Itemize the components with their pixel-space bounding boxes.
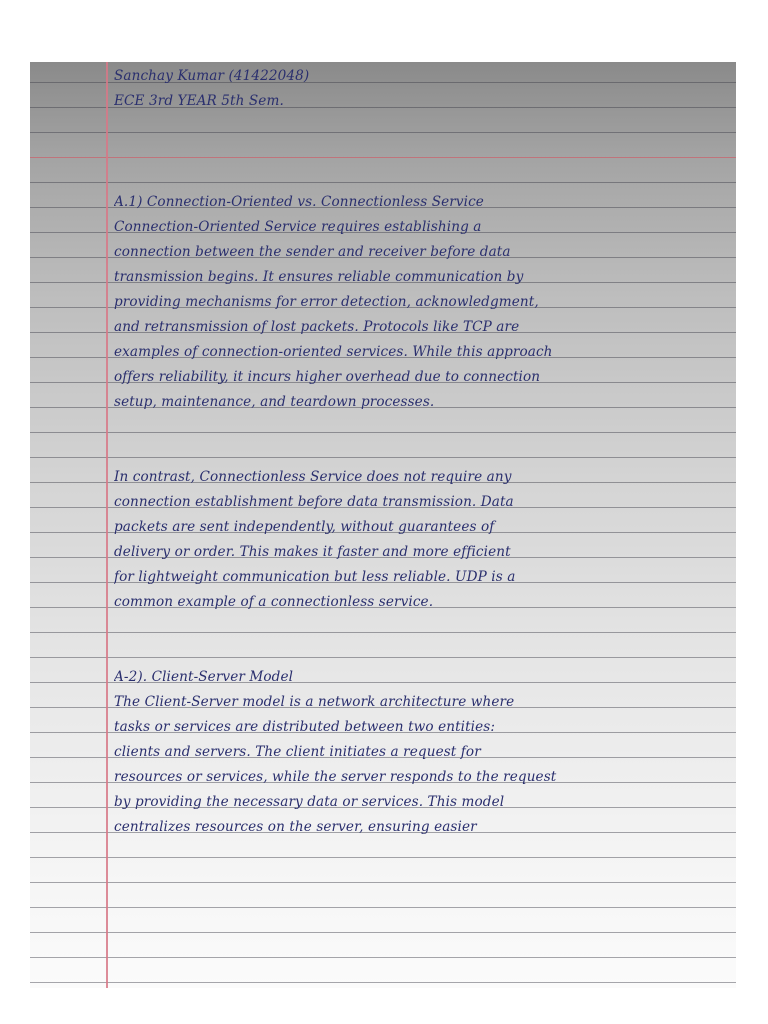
section1-para2-line: for lightweight communication but less reliable. UDP is a bbox=[114, 569, 516, 585]
rule-line bbox=[30, 457, 736, 458]
section1-para1-line: and retransmission of lost packets. Protocols like TCP are bbox=[114, 319, 520, 335]
header-rule-line bbox=[30, 157, 736, 158]
section1-heading: A.1) Connection-Oriented vs. Connectionless Service bbox=[114, 194, 484, 210]
section1-para2-line: In contrast, Connectionless Service does not require any bbox=[114, 469, 512, 485]
section1-para1-line: examples of connection-oriented services. While this approach bbox=[114, 344, 553, 360]
rule-line bbox=[30, 982, 736, 983]
section1-para1-line: providing mechanisms for error detection, acknowledgment, bbox=[114, 294, 539, 310]
section1-para1-line: Connection-Oriented Service requires establishing a bbox=[114, 219, 482, 235]
section2-para1-line: resources or services, while the server responds to the request bbox=[114, 769, 557, 785]
section1-para2-line: packets are sent independently, without guarantees of bbox=[114, 519, 495, 535]
rule-line bbox=[30, 182, 736, 183]
rule-line bbox=[30, 432, 736, 433]
rule-line bbox=[30, 657, 736, 658]
class-info: ECE 3rd YEAR 5th Sem. bbox=[114, 93, 284, 109]
student-name: Sanchay Kumar (41422048) bbox=[114, 68, 310, 84]
margin-line bbox=[106, 62, 108, 988]
rule-line bbox=[30, 882, 736, 883]
section2-para1-line: centralizes resources on the server, ensuring easier bbox=[114, 819, 477, 835]
section1-para2-line: common example of a connectionless service. bbox=[114, 594, 434, 610]
section1-para1-line: setup, maintenance, and teardown processes. bbox=[114, 394, 435, 410]
rule-line bbox=[30, 907, 736, 908]
rule-line bbox=[30, 957, 736, 958]
section2-para1-line: tasks or services are distributed between two entities: bbox=[114, 719, 496, 735]
rule-line bbox=[30, 132, 736, 133]
section1-para2-line: connection establishment before data transmission. Data bbox=[114, 494, 514, 510]
rule-line bbox=[30, 632, 736, 633]
section2-para1-line: clients and servers. The client initiates a request for bbox=[114, 744, 481, 760]
rule-line bbox=[30, 932, 736, 933]
section1-para1-line: connection between the sender and receiver before data bbox=[114, 244, 511, 260]
lined-paper bbox=[30, 62, 736, 988]
section1-para2-line: delivery or order. This makes it faster and more efficient bbox=[114, 544, 511, 560]
section1-para1-line: offers reliability, it incurs higher overhead due to connection bbox=[114, 369, 541, 385]
section2-para1-line: The Client-Server model is a network architecture where bbox=[114, 694, 515, 710]
section2-heading: A-2). Client-Server Model bbox=[114, 669, 294, 685]
rule-line bbox=[30, 857, 736, 858]
section1-para1-line: transmission begins. It ensures reliable communication by bbox=[114, 269, 524, 285]
section2-para1-line: by providing the necessary data or services. This model bbox=[114, 794, 505, 810]
